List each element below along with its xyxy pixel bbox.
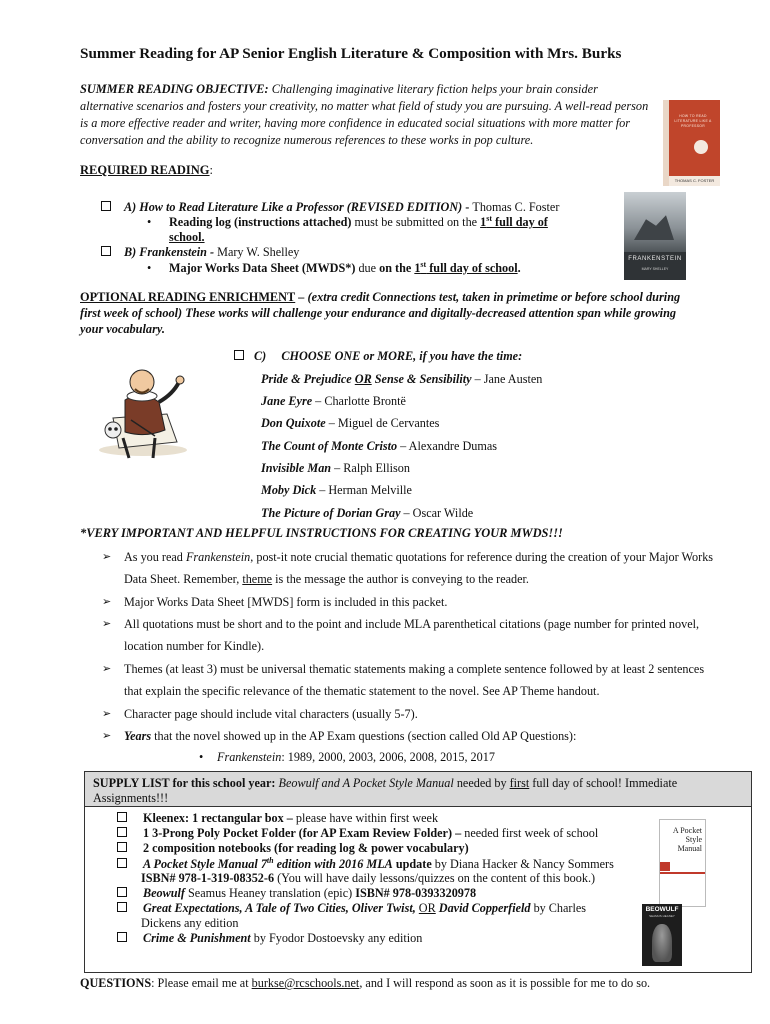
checkbox[interactable] [117, 827, 127, 837]
beowulf-book-cover [642, 904, 682, 966]
questions-line: QUESTIONS: Please email me at burkse@rcschools.net, and I will respond as soon as it is possible for me to do so. [80, 976, 651, 990]
instruction-item: ➢ Themes (at least 3) must be universal thematic statements making a complete sentence followed by at least 2 sentences that explain the specific relevance of the thematic statement to the novel. See AP Theme handout. [102, 658, 722, 702]
novel-item: Pride & Prejudice OR Sense & Sensibility – Jane Austen [261, 372, 543, 386]
checkbox[interactable] [117, 887, 127, 897]
supply-item: 2 composition notebooks (for reading log & power vocabulary) [117, 841, 469, 856]
novel-item: Don Quixote – Miguel de Cervantes [261, 416, 440, 430]
required-reading-heading: REQUIRED READING: [80, 163, 214, 177]
objective-paragraph [80, 81, 650, 149]
supply-item: Great Expectations, A Tale of Two Cities, Oliver Twist, OR David Copperfield by Charles [117, 901, 586, 916]
checkbox[interactable] [101, 201, 111, 211]
supply-item: Crime & Punishment by Fyodor Dostoevsky any edition [117, 931, 422, 946]
supply-item-isbn: ISBN# 978-1-319-08352-6 (You will have daily lessons/quizzes on the content of this book.) [141, 871, 596, 885]
supply-list-heading: SUPPLY LIST for this school year: Beowulf and A Pocket Style Manual needed by first full day of school! Immediate Assignments!!! [85, 772, 751, 807]
frankenstein-book-cover [624, 192, 686, 280]
checkbox[interactable] [117, 902, 127, 912]
novel-item: Moby Dick – Herman Melville [261, 483, 412, 497]
supply-item: A Pocket Style Manual 7th edition with 2016 MLA update by Diana Hacker & Nancy Sommers [117, 856, 614, 872]
optional-reading-paragraph: OPTIONAL READING ENRICHMENT – (extra credit Connections test, taken in primetime or before school during first week of school) These works will challenge your endurance and digitally-decreased attention span while growing your vocabulary. [80, 290, 681, 336]
checkbox[interactable] [101, 246, 111, 256]
foster-cover-title: HOW TO READ LITERATURE LIKE A PROFESSOR [674, 114, 712, 128]
supply-item-cont: Dickens any edition [141, 916, 239, 930]
checkbox[interactable] [117, 932, 127, 942]
arrow-bullet-icon: ➢ [102, 596, 112, 608]
checkbox[interactable] [117, 842, 127, 852]
novel-item: Jane Eyre – Charlotte Brontë [261, 394, 406, 408]
instruction-item: ➢ Major Works Data Sheet [MWDS] form is included in this packet. [102, 591, 722, 613]
novel-item: The Count of Monte Cristo – Alexandre Dumas [261, 439, 497, 453]
optional-choose: C) CHOOSE ONE or MORE, if you have the time: [234, 349, 522, 364]
required-item-a-bullet: • Reading log (instructions attached) must be submitted on the 1st full day of [147, 214, 548, 230]
page-title: Summer Reading for AP Senior English Literature & Composition with Mrs. Burks [80, 45, 622, 62]
required-item-b: B) Frankenstein - Mary W. Shelley [101, 245, 299, 260]
arrow-bullet-icon: ➢ [102, 708, 112, 720]
novel-item: The Picture of Dorian Gray – Oscar Wilde [261, 506, 474, 520]
objective-text: Challenging imaginative literary fiction helps your brain consider alternative scenarios and fosters your creativity, no matter what field of study you are pursuing. A well-read person is a more effective reader and writer, having more confidence in educated social situations with more matter for conversation and the ability to recognize numerous references to these works in pop culture. [80, 82, 649, 147]
pocket-cover-title: A Pocket Style Manual [672, 826, 702, 853]
required-item-b-bullet: • Major Works Data Sheet (MWDS*) due on the 1st full day of school. [147, 260, 521, 276]
frankenstein-cover-title: FRANKENSTEIN [628, 256, 682, 262]
instruction-item: ➢ All quotations must be short and to the point and include MLA parenthetical citations (page number for printed novel, location number for Kindle). [102, 613, 722, 657]
supply-item: Kleenex: 1 rectangular box – please have within first week [117, 811, 438, 826]
novel-item: Invisible Man – Ralph Ellison [261, 461, 410, 475]
objective-lead: SUMMER READING OBJECTIVE: [80, 82, 269, 96]
frankenstein-cover-author: MARY SHELLEY [641, 267, 669, 271]
supply-item: 1 3-Prong Poly Pocket Folder (for AP Exam Review Folder) – needed first week of school [117, 826, 598, 841]
beowulf-cover-author: SEAMUS HEANEY [649, 914, 675, 918]
arrow-bullet-icon: ➢ [102, 618, 112, 630]
beowulf-cover-title: BEOWULF [645, 906, 679, 913]
supply-item: Beowulf Seamus Heaney translation (epic) ISBN# 978-0393320978 [117, 886, 476, 901]
instruction-item: ➢ As you read Frankenstein, post-it note crucial thematic quotations for reference during the creation of your Major Works Data Sheet. Remember, theme is the message the author is conveying to the reader. [102, 546, 722, 590]
email-link[interactable]: burkse@rcschools.net [251, 976, 360, 990]
instruction-item: ➢ Character page should include vital characters (usually 5-7). [102, 703, 722, 725]
foster-cover-author: THOMAS C. FOSTER [674, 178, 715, 183]
years-list: • Frankenstein: 1989, 2000, 2003, 2006, 2008, 2015, 2017 [199, 750, 495, 764]
checkbox[interactable] [117, 812, 127, 822]
checkbox[interactable] [117, 858, 127, 868]
shakespeare-illustration [95, 360, 191, 460]
foster-book-cover [663, 100, 720, 186]
arrow-bullet-icon: ➢ [102, 730, 112, 742]
required-item-a-bullet-cont: school. [169, 230, 205, 244]
instruction-item: ➢ Years that the novel showed up in the AP Exam questions (section called Old AP Questions): [102, 725, 722, 747]
mwds-instructions-heading: *VERY IMPORTANT AND HELPFUL INSTRUCTIONS FOR CREATING YOUR MWDS!!! [80, 526, 563, 540]
pocket-style-manual-cover [659, 819, 706, 907]
required-item-a: A) How to Read Literature Like a Professor (REVISED EDITION) - Thomas C. Foster [101, 200, 559, 215]
checkbox[interactable] [234, 350, 244, 360]
arrow-bullet-icon: ➢ [102, 663, 112, 675]
arrow-bullet-icon: ➢ [102, 551, 112, 563]
